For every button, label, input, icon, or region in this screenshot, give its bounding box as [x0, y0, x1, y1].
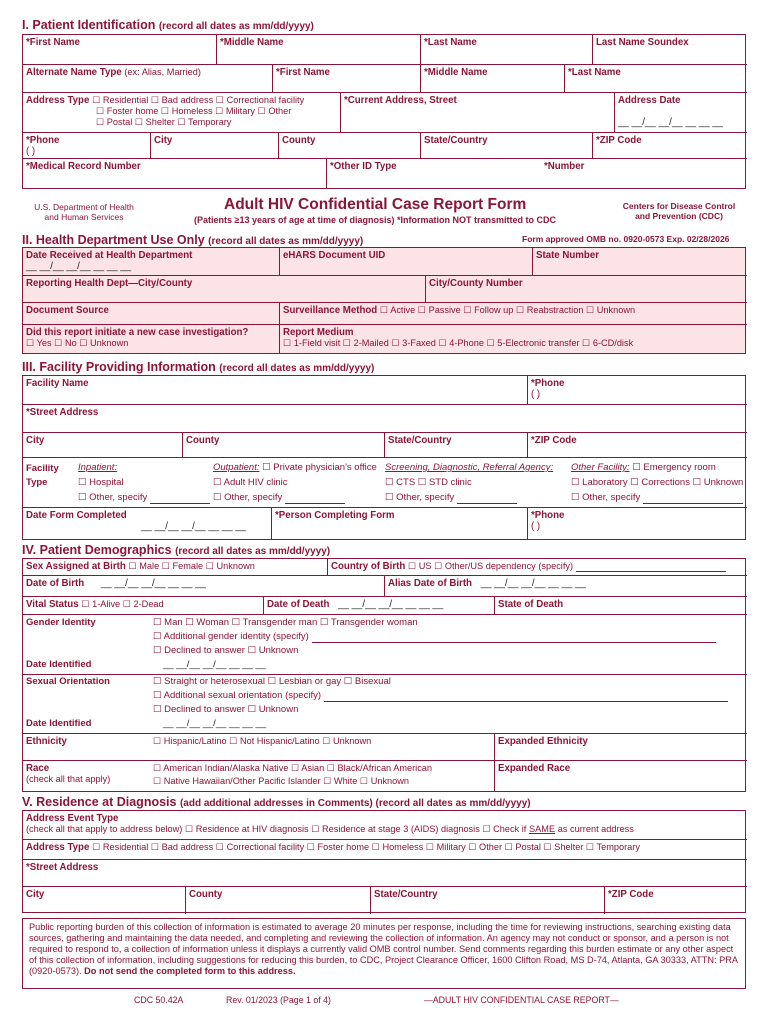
alias-dob-field[interactable]: Alias Date of Birth __ __/__ __/__ __ __ __	[385, 576, 747, 597]
zip-field[interactable]: *ZIP Code	[593, 133, 747, 159]
last-name-field[interactable]: *Last Name	[421, 35, 593, 65]
number-field[interactable]: *Number	[544, 161, 585, 172]
section-2-heading: II. Health Department Use Only (record all dates as mm/dd/yyyy)	[22, 233, 364, 247]
hhs-label: U.S. Department of Health and Human Services	[34, 202, 134, 222]
person-completing-field[interactable]: *Person Completing Form	[272, 508, 528, 540]
current-address-field[interactable]: *Current Address, Street	[341, 93, 615, 133]
sex-at-birth-field[interactable]: Sex Assigned at Birth ☐ Male ☐ Female ☐ Unknown	[23, 559, 328, 576]
ethnicity-field[interactable]: Ethnicity ☐ Hispanic/Latino ☐ Not Hispanic/Latino ☐ Unknown	[23, 734, 495, 761]
country-of-birth-field[interactable]: Country of Birth ☐ US ☐ Other/US dependency (specify)	[328, 559, 747, 576]
footer-label: —ADULT HIV CONFIDENTIAL CASE REPORT—	[424, 995, 619, 1005]
address-event-type-field[interactable]: Address Event Type (check all that apply to address below) ☐ Residence at HIV diagnosis ☐ Residence at stage 3 (AIDS) diagnosis ☐ Check if SAME as current address	[23, 811, 747, 840]
residence-city-field[interactable]: City	[23, 887, 186, 914]
section-3-heading: III. Facility Providing Information (record all dates as mm/dd/yyyy)	[22, 360, 375, 374]
date-completed-field[interactable]: Date Form Completed __ __/__ __/__ __ __ __	[23, 508, 272, 540]
patient-id-box	[22, 34, 746, 189]
facility-name-field[interactable]: Facility Name	[23, 376, 528, 405]
section-1-heading	[22, 18, 314, 33]
health-dept-box	[22, 247, 746, 354]
race-field[interactable]: Race (check all that apply) ☐ American Indian/Alaska Native ☐ Asian ☐ Black/African American ☐ Native Hawaiian/Other Pacific Islander ☐ White ☐ Unknown	[23, 761, 495, 792]
soundex-field[interactable]: Last Name Soundex	[593, 35, 747, 65]
facility-street-field[interactable]: *Street Address	[23, 405, 747, 433]
dob-field[interactable]: Date of Birth __ __/__ __/__ __ __ __	[23, 576, 385, 597]
alt-last-name-field[interactable]: *Last Name	[565, 65, 747, 93]
residence-street-field[interactable]: *Street Address	[23, 860, 747, 887]
form-code: CDC 50.42A	[134, 995, 184, 1005]
surveillance-method-field[interactable]: Surveillance Method ☐ Active ☐ Passive ☐ Follow up ☐ Reabstraction ☐ Unknown	[280, 303, 747, 325]
state-field[interactable]: State/Country	[421, 133, 593, 159]
facility-phone-field[interactable]: *Phone ( )	[528, 376, 747, 405]
facility-county-field[interactable]: County	[183, 433, 385, 458]
state-number-field[interactable]: State Number	[533, 248, 747, 276]
state-of-death-field[interactable]: State of Death	[495, 597, 747, 615]
gender-identity-field[interactable]: Gender Identity ☐ Man ☐ Woman ☐ Transgender man ☐ Transgender woman ☐ Additional gender identity (specify) ☐ Declined to answer ☐ Unknown Date Identified __ __/__ __/__ __ __ __	[23, 615, 747, 675]
vital-status-field[interactable]: Vital Status ☐ 1-Alive ☐ 2-Dead	[23, 597, 264, 615]
address-type-field[interactable]: Address Type ☐ Residential ☐ Bad address ☐ Correctional facility ☐ Foster home ☐ Homeless ☐ Military ☐ Other ☐ Postal ☐ Shelter ☐ Temporary	[23, 93, 341, 133]
form-title: Adult HIV Confidential Case Report Form	[224, 196, 527, 213]
alt-first-name-field[interactable]: *First Name	[273, 65, 421, 93]
facility-type-field[interactable]: Facility Type Inpatient: ☐ Hospital ☐ Other, specify Outpatient: ☐ Private physician's office ☐ Adult HIV clinic ☐ Other, specify Screening, Diagnostic, Referral Agency: ☐ CTS ☐ STD clinic ☐ Other, specify Other Facility: ☐ Emergency room ☐ Laboratory ☐ Corrections ☐ Unknown ☐ Other, specify	[23, 458, 747, 508]
county-field[interactable]: County	[279, 133, 421, 159]
reporting-dept-field[interactable]: Reporting Health Dept—City/County	[23, 276, 426, 303]
completer-phone-field[interactable]: *Phone ( )	[531, 510, 565, 533]
section-title: I. Patient Identification	[22, 18, 156, 32]
document-source-field[interactable]: Document Source	[23, 303, 280, 325]
city-county-number-field[interactable]: City/County Number	[426, 276, 747, 303]
section-note: (record all dates as mm/dd/yyyy)	[158, 21, 314, 32]
alt-name-type-field[interactable]: Alternate Name Type (ex: Alias, Married)	[23, 65, 273, 93]
new-case-field[interactable]: Did this report initiate a new case investigation? ☐ Yes ☐ No ☐ Unknown	[23, 325, 280, 354]
facility-city-field[interactable]: City	[23, 433, 183, 458]
facility-state-field[interactable]: State/Country	[385, 433, 528, 458]
address-date-field[interactable]: Address Date __ __/__ __/__ __ __ __	[615, 93, 747, 133]
sexual-orientation-field[interactable]: Sexual Orientation ☐ Straight or heterosexual ☐ Lesbian or gay ☐ Bisexual ☐ Additional sexual orientation (specify) ☐ Declined to answer ☐ Unknown Date Identified __ __/__ __/__ __ __ __	[23, 675, 747, 734]
residence-county-field[interactable]: County	[186, 887, 371, 914]
date-of-death-field[interactable]: Date of Death __ __/__ __/__ __ __ __	[264, 597, 495, 615]
expanded-ethnicity-field[interactable]: Expanded Ethnicity	[495, 734, 747, 761]
burden-statement: Public reporting burden of this collection of information is estimated to average 20 minutes per response, including the time for reviewing instructions, searching existing data sources, gathering and maintaining the data needed, and completing and reviewing the collection of information. An agency may not conduct or sponsor, and a person is not required to respond to, a collection of information unless it displays a currently valid OMB control number. Send comments regarding this burden estimate or any other aspect of this collection of information, including suggestions for reducing this burden, to CDC, Project Clearance Officer, 1600 Clifton Road, MS D-74, Atlanta, GA 30333, ATTN: PRA (0920-0573). Do not send the completed form to this address.	[22, 918, 746, 989]
cdc-label: Centers for Disease Control and Prevention (CDC)	[622, 201, 736, 221]
demographics-box	[22, 558, 746, 792]
residence-state-field[interactable]: State/Country	[371, 887, 605, 914]
phone-field[interactable]: *Phone ( )	[23, 133, 151, 159]
first-name-field[interactable]: *First Name	[23, 35, 217, 65]
other-id-field[interactable]: *Other ID Type	[330, 161, 397, 172]
residence-address-type-field[interactable]: Address Type ☐ Residential ☐ Bad address ☐ Correctional facility ☐ Foster home ☐ Homeless ☐ Military ☐ Other ☐ Postal ☐ Shelter ☐ Temporary	[23, 840, 747, 860]
city-field[interactable]: City	[151, 133, 279, 159]
middle-name-field[interactable]: *Middle Name	[217, 35, 421, 65]
expanded-race-field[interactable]: Expanded Race	[498, 763, 571, 774]
alt-middle-name-field[interactable]: *Middle Name	[421, 65, 565, 93]
facility-box	[22, 375, 746, 540]
report-medium-field[interactable]: Report Medium ☐ 1-Field visit ☐ 2-Mailed ☐ 3-Faxed ☐ 4-Phone ☐ 5-Electronic transfer ☐ 6-CD/disk	[283, 327, 634, 349]
facility-zip-field[interactable]: *ZIP Code	[528, 433, 747, 458]
residence-box	[22, 810, 746, 913]
section-5-heading: V. Residence at Diagnosis (add additional addresses in Comments) (record all dates as mm/dd/yyyy)	[22, 795, 531, 809]
date-received-field[interactable]: Date Received at Health Department __ __/__ __/__ __ __ __	[23, 248, 280, 276]
section-4-heading: IV. Patient Demographics (record all dates as mm/dd/yyyy)	[22, 543, 331, 557]
ehars-field[interactable]: eHARS Document UID	[280, 248, 533, 276]
omb-number: Form approved OMB no. 0920-0573 Exp. 02/28/2026	[522, 234, 730, 244]
form-subtitle: (Patients ≥13 years of age at time of diagnosis) *Information NOT transmitted to CDC	[194, 215, 556, 225]
residence-zip-field[interactable]: *ZIP Code	[608, 889, 654, 900]
mrn-field[interactable]: *Medical Record Number	[23, 159, 327, 189]
form-revision: Rev. 01/2023 (Page 1 of 4)	[226, 995, 331, 1005]
